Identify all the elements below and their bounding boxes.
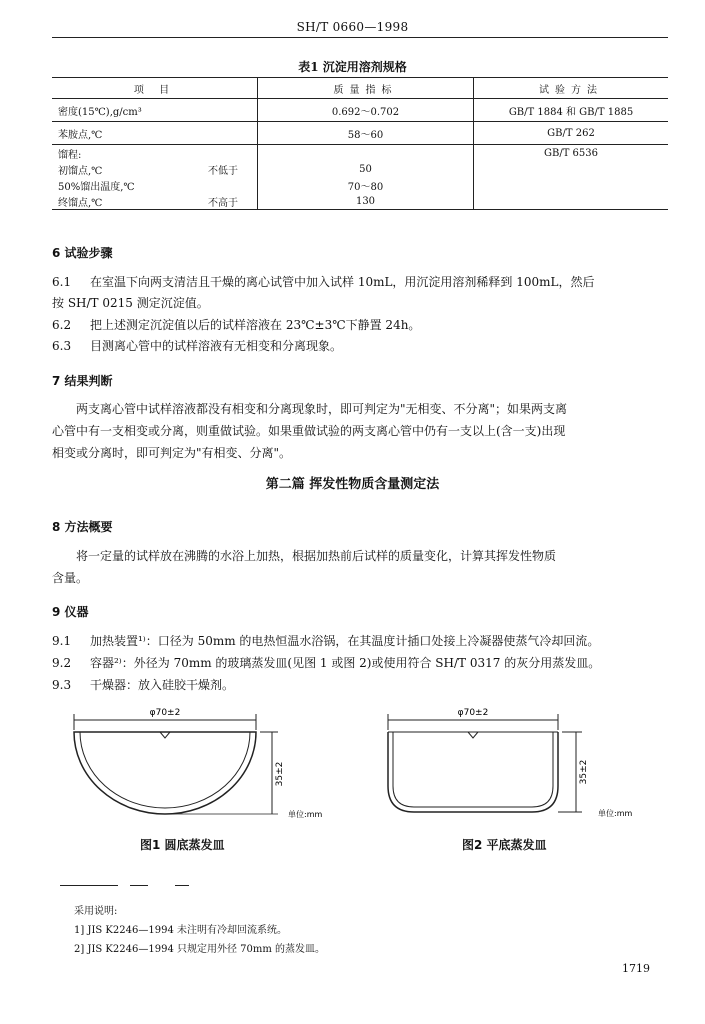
paragraph-9-3	[52, 674, 234, 696]
table-row-density	[52, 99, 668, 122]
row-spec: 70～80	[258, 177, 474, 193]
paragraph-text: 加热装置¹⁾：口径为 50mm 的电热恒温水浴锅，在其温度计插口处接上冷凝器使蒸气冷却回流。	[90, 634, 600, 648]
paragraph-text: 干燥器：放入硅胶干燥剂。	[90, 678, 235, 692]
table-header-row	[52, 78, 668, 99]
paragraph-number: 6.2	[52, 318, 72, 332]
solvent-spec-table	[52, 77, 668, 210]
row-item: 初馏点,℃	[58, 165, 103, 177]
row-item: 馏程:	[58, 149, 82, 161]
diameter-label: φ70±2	[457, 708, 489, 718]
part-2-title: 第二篇 挥发性物质含量测定法	[265, 477, 440, 492]
header-spec: 质量指标	[258, 78, 474, 99]
paragraph-6-3	[52, 335, 342, 357]
row-limit: 不低于	[208, 165, 238, 177]
section-8-title: 8 方法概要	[52, 520, 113, 534]
table-caption: 表1 沉淀用溶剂规格	[298, 60, 407, 74]
paragraph-9-2	[52, 652, 600, 674]
row-spec: 0.692～0.702	[258, 99, 474, 122]
footnote-rule	[130, 885, 148, 886]
height-label: 35±2	[275, 761, 285, 787]
header-item: 项 目	[52, 78, 258, 99]
paragraph-text: 目测离心管中的试样溶液有无相变和分离现象。	[90, 339, 343, 353]
pour-spout	[160, 732, 170, 738]
table-row-aniline	[52, 122, 668, 145]
table-row-fifty	[52, 177, 668, 193]
row-spec: 50	[258, 161, 474, 177]
footnote-2: 2] JIS K2246—1994 只规定用外径 70mm 的蒸发皿。	[74, 944, 326, 955]
paragraph-text: 容器²⁾：外径为 70mm 的玻璃蒸发皿(见图 1 或图 2)或使用符合 SH/T 0317 的灰分用蒸发皿。	[90, 656, 601, 670]
dish-outline	[74, 732, 256, 814]
figure-1-caption: 图1 圆底蒸发皿	[140, 838, 225, 852]
section-9-title: 9 仪器	[52, 605, 89, 619]
figure-2-caption: 图2 平底蒸发皿	[462, 838, 547, 852]
pour-spout	[468, 732, 478, 738]
diameter-label: φ70±2	[149, 708, 181, 718]
footnote-1: 1] JIS K2246—1994 未注明有冷却回流系统。	[74, 925, 287, 936]
section-6-title: 6 试验步骤	[52, 246, 113, 260]
table-row-fbp	[52, 193, 668, 210]
unit-label: 单位:mm	[598, 809, 633, 818]
row-item: 终馏点,℃	[58, 197, 103, 209]
dish-outline	[388, 732, 558, 812]
header-method: 试验方法	[474, 78, 669, 99]
paragraph-7-line2: 心管中有一支相变或分离，则重做试验。如果重做试验的两支离心管中仍有一支以上(含一支)出现	[52, 424, 566, 438]
row-method: GB/T 6536	[474, 145, 669, 162]
dish-inner-wall	[393, 732, 553, 807]
row-item: 苯胺点,℃	[52, 122, 258, 145]
footnote-title: 采用说明:	[74, 906, 118, 917]
paragraph-9-1	[52, 630, 599, 652]
paragraph-number: 6.1	[52, 275, 72, 289]
row-spec: 58～60	[258, 122, 474, 145]
figure-1-round-bottom-dish	[60, 700, 350, 830]
row-spec	[258, 145, 474, 162]
table-row-ibp	[52, 161, 668, 177]
page-number: 1719	[622, 962, 650, 975]
paragraph-number: 9.2	[52, 656, 72, 670]
section-7-title: 7 结果判断	[52, 374, 113, 388]
row-spec: 130	[258, 193, 474, 210]
paragraph-7-line3: 相变或分离时，即可判定为"有相变、分离"。	[52, 446, 292, 460]
row-method: GB/T 262	[474, 122, 669, 145]
row-item: 50%馏出温度,℃	[58, 181, 135, 193]
row-method: GB/T 1884 和 GB/T 1885	[474, 99, 669, 122]
footnote-rule	[175, 885, 189, 886]
paragraph-number: 9.3	[52, 678, 72, 692]
table-row-distillation	[52, 145, 668, 162]
figure-2-flat-bottom-dish	[380, 700, 680, 830]
paragraph-8-line1: 将一定量的试样放在沸腾的水浴上加热，根据加热前后试样的质量变化，计算其挥发性物质	[76, 549, 557, 563]
dish-inner-wall	[80, 732, 250, 808]
paragraph-text: 把上述测定沉淀值以后的试样溶液在 23℃±3℃下静置 24h。	[90, 318, 421, 332]
running-header: SH/T 0660—1998	[296, 20, 409, 34]
paragraph-6-1	[52, 271, 595, 293]
paragraph-number: 6.3	[52, 339, 72, 353]
paragraph-number: 9.1	[52, 634, 72, 648]
header-rule	[52, 37, 668, 38]
paragraph-text: 在室温下向两支清洁且干燥的离心试管中加入试样 10mL，用沉淀用溶剂稀释到 100mL，然后	[90, 275, 595, 289]
paragraph-6-2	[52, 314, 420, 336]
unit-label: 单位:mm	[288, 810, 323, 819]
footnote-rule	[60, 885, 118, 886]
height-label: 35±2	[579, 759, 589, 785]
row-item: 密度(15℃),g/cm³	[52, 99, 258, 122]
paragraph-6-1-cont: 按 SH/T 0215 测定沉淀值。	[52, 296, 209, 310]
paragraph-7-line1: 两支离心管中试样溶液都没有相变和分离现象时，即可判定为"无相变、不分离"；如果两支离	[76, 402, 568, 416]
row-limit: 不高于	[208, 197, 238, 209]
paragraph-8-line2: 含量。	[52, 571, 89, 585]
